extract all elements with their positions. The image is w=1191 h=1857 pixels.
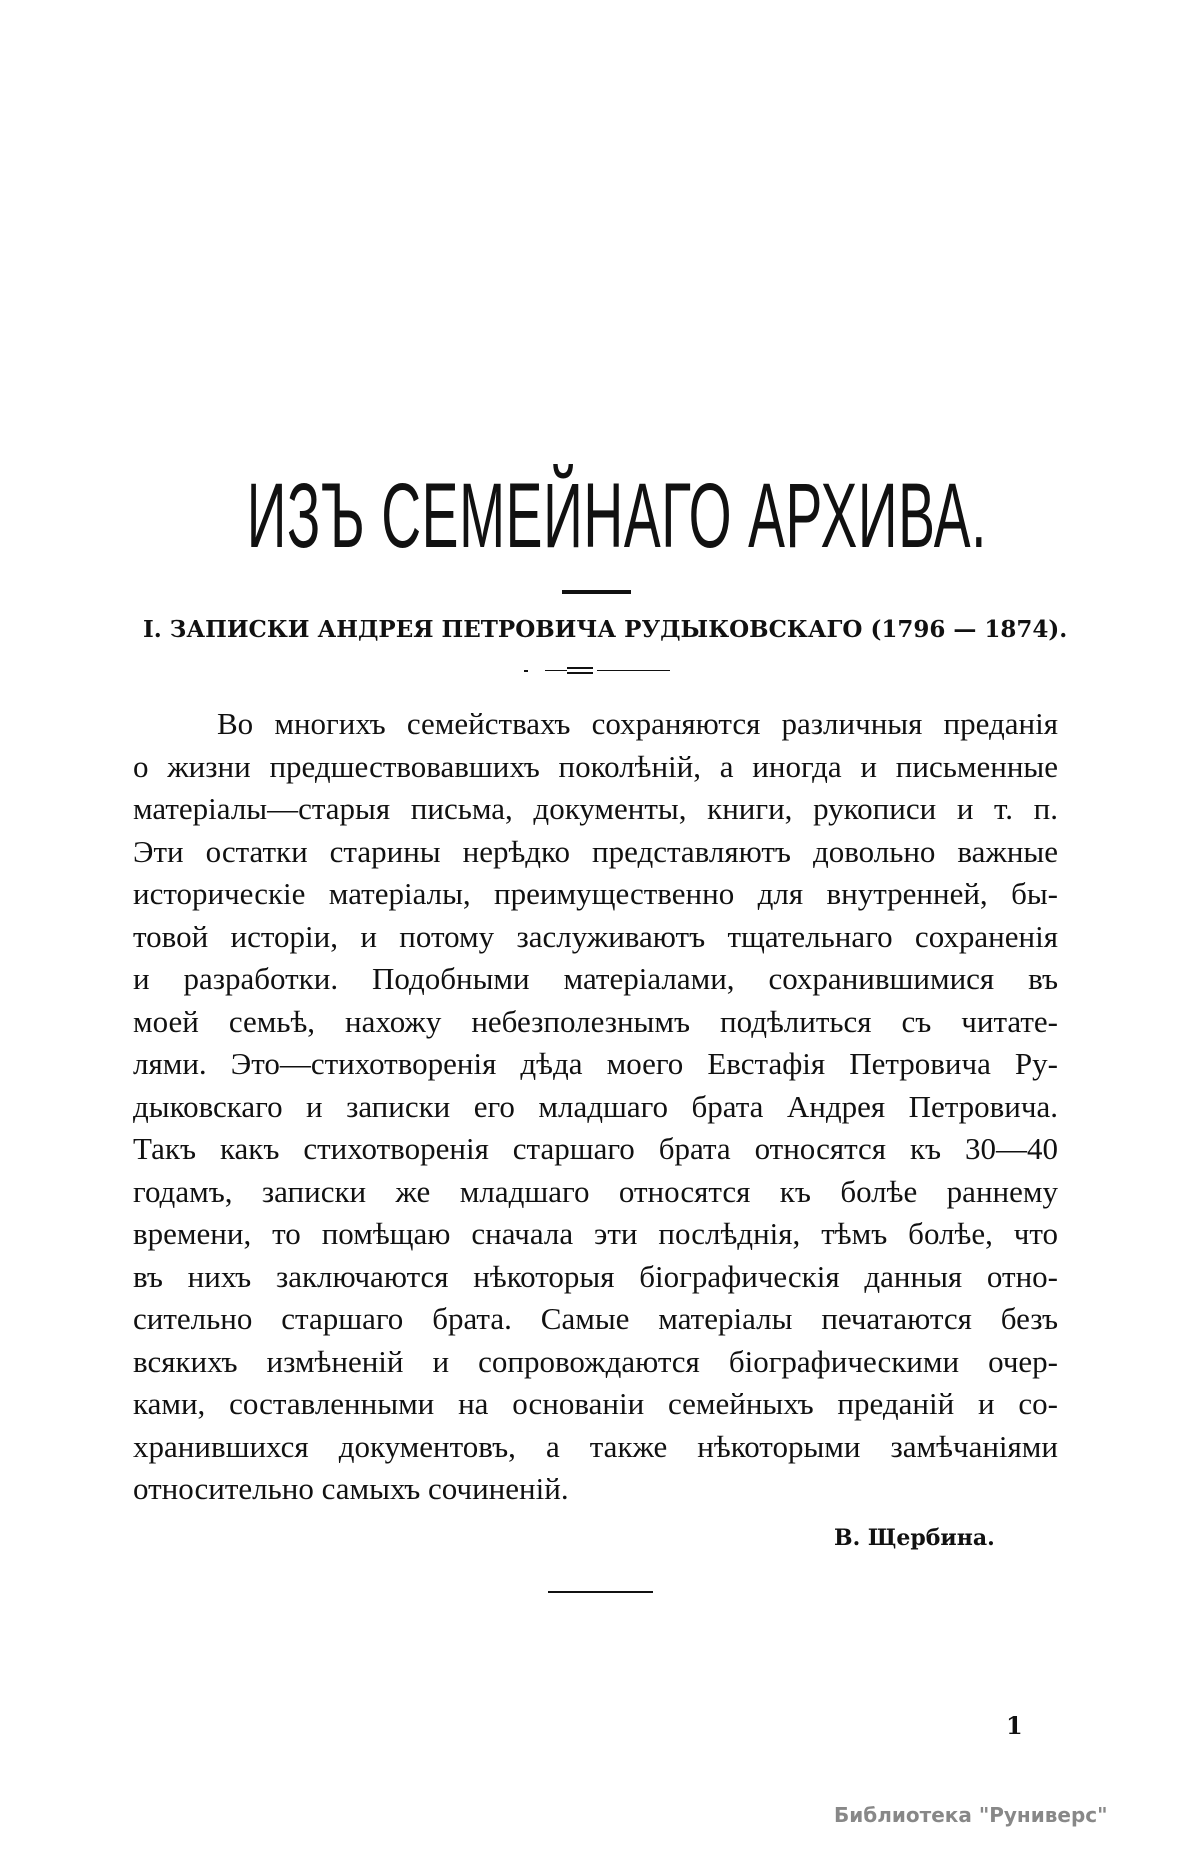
- body-line: дыковскаго и записки его младшаго брата Андрея Петровича.: [133, 1088, 1058, 1124]
- body-line: годамъ, записки же младшаго относятся къ болѣе раннему: [133, 1173, 1058, 1209]
- body-line: Такъ какъ стихотворенія старшаго брата относятся къ 30—40: [133, 1131, 1058, 1166]
- body-line: сительно старшаго брата. Самые матеріалы печатаются безъ: [133, 1301, 1058, 1336]
- body-line: всякихъ измѣненій и сопровождаются біографическими очер-: [133, 1343, 1058, 1379]
- body-line: историческіе матеріалы, преимущественно для внутренней, бы-: [133, 876, 1058, 911]
- body-line: товой исторіи, и потому заслуживаютъ тщательнаго сохраненія: [133, 918, 1058, 954]
- body-line: и разработки. Подобными матеріалами, сохранившимися въ: [133, 961, 1058, 996]
- body-line: времени, то помѣщаю сначала эти послѣднія, тѣмъ болѣе, что: [133, 1216, 1058, 1251]
- body-line: хранившихся документовъ, а также нѣкоторыми замѣчаніями: [133, 1428, 1058, 1464]
- body-line: въ нихъ заключаются нѣкоторыя біографическія данныя отно-: [133, 1258, 1058, 1294]
- body-line: ками, составленными на основаніи семейныхъ преданій и со-: [133, 1386, 1058, 1421]
- body-line: моей семьѣ, нахожу небезполезнымъ подѣлиться съ читате-: [133, 1003, 1058, 1039]
- closing-divider: [548, 1591, 653, 1593]
- page-title: [0, 465, 1191, 567]
- library-watermark: Библиотека "Руниверс": [834, 1803, 1108, 1827]
- title-divider: [562, 590, 631, 594]
- body-line: Во многихъ семействахъ сохраняются различныя преданія: [217, 706, 1058, 741]
- body-line: о жизни предшествовавшихъ поколѣній, а иногда и письменные: [133, 748, 1058, 784]
- title-text: ИЗЪ СЕМЕЙНАГО АРХИВА.: [246, 465, 988, 567]
- author-signature: В. Щербина.: [834, 1525, 995, 1551]
- body-line: лями. Это—стихотворенія дѣда моего Евстафія Петровича Ру-: [133, 1046, 1058, 1081]
- body-line: относительно самыхъ сочиненій.: [133, 1471, 569, 1506]
- page-number: 1: [1006, 1711, 1023, 1740]
- body-line: Эти остатки старины нерѣдко представляютъ довольно важные: [133, 833, 1058, 869]
- body-line: матеріалы—старыя письма, документы, книги, рукописи и т. п.: [133, 791, 1058, 826]
- section-heading: I. ЗАПИСКИ АНДРЕЯ ПЕТРОВИЧА РУДЫКОВСКАГО (1796 — 1874).: [143, 616, 1068, 643]
- body-text: [133, 703, 1058, 1511]
